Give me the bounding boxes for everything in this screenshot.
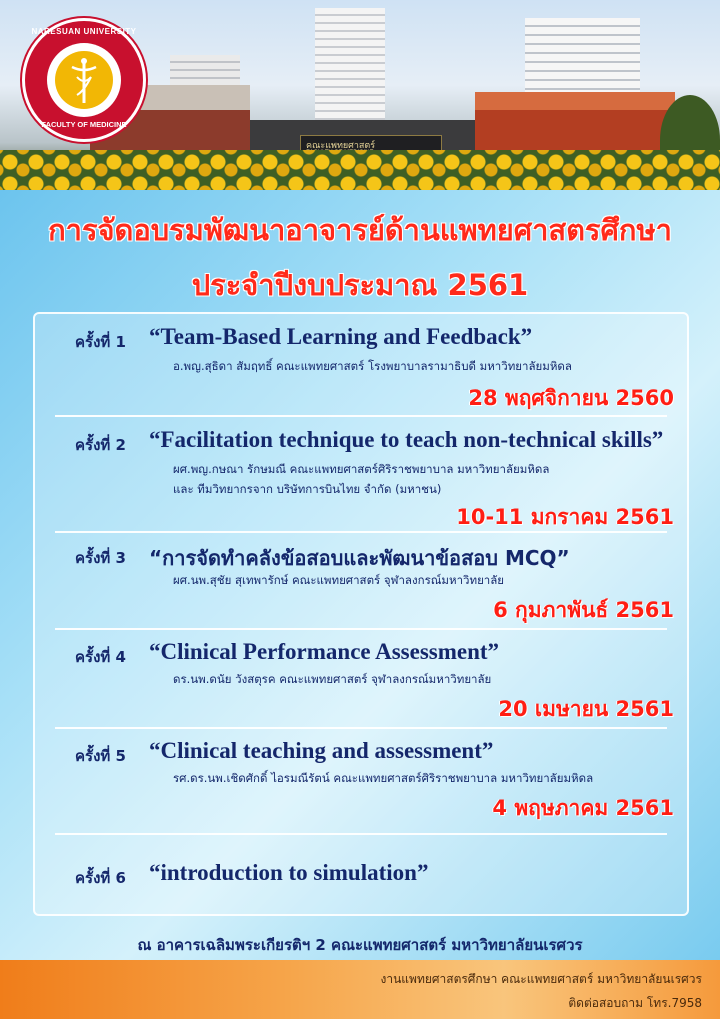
venue: ณ อาคารเฉลิมพระเกียรติฯ 2 คณะแพทยศาสตร์ มหาวิทยาลัยนเรศวร (137, 936, 583, 954)
session-speaker: ผศ.นพ.สุชัย สุเทพารักษ์ คณะแพทยศาสตร์ จุฬาลงกรณ์มหาวิทยาลัย (173, 573, 505, 587)
session-number: ครั้งที่ 4 (75, 648, 126, 666)
session-number: ครั้งที่ 5 (75, 747, 126, 765)
building-sign-thai: คณะแพทยศาสตร์ (306, 140, 376, 150)
divider (55, 727, 667, 729)
session-speaker: ผศ.พญ.กษณา รักษมณี คณะแพทยศาสตร์ศิริราชพยาบาล มหาวิทยาลัยมหิดล (173, 462, 550, 476)
header-photo (0, 0, 720, 190)
session-number: ครั้งที่ 2 (75, 436, 126, 454)
university-logo (22, 18, 146, 142)
session-date: 4 พฤษภาคม 2561 (492, 796, 674, 820)
session-date: 6 กุมภาพันธ์ 2561 (493, 598, 674, 622)
session-speaker: อ.พญ.สุธิดา สัมฤทธิ์ คณะแพทยศาสตร์ โรงพยาบาลรามาธิบดี มหาวิทยาลัยมหิดล (173, 359, 572, 373)
session-speaker: ดร.นพ.ดนัย วังสตุรค คณะแพทยศาสตร์ จุฬาลงกรณ์มหาวิทยาลัย (173, 672, 492, 686)
session-title: “การจัดทำคลังข้อสอบและพัฒนาข้อสอบ MCQ” (149, 546, 570, 570)
divider (55, 531, 667, 533)
logo-bottom-text: FACULTY OF MEDICINE (41, 120, 127, 129)
footer-contact: ติดต่อสอบถาม โทร.7958 (568, 996, 702, 1010)
session-speaker: รศ.ดร.นพ.เชิดศักดิ์ ไอรมณีรัตน์ คณะแพทยศาสตร์ศิริราชพยาบาล มหาวิทยาลัยมหิดล (173, 771, 594, 785)
session-date: 28 พฤศจิกายน 2560 (468, 386, 674, 410)
session-date: 20 เมษายน 2561 (498, 697, 674, 721)
building-wing-roof (475, 92, 675, 110)
divider (55, 833, 667, 835)
session-title: “Team-Based Learning and Feedback” (149, 324, 533, 349)
poster-subtitle: ประจำปีงบประมาณ 2561 (191, 268, 529, 302)
footer-organizer: งานแพทยศาสตรศึกษา คณะแพทยศาสตร์ มหาวิทยาลัยนเรศวร (380, 972, 702, 986)
session-date: 10-11 มกราคม 2561 (456, 505, 674, 529)
poster-title: การจัดอบรมพัฒนาอาจารย์ด้านแพทยศาสตรศึกษา (48, 213, 672, 247)
building-tower (315, 8, 385, 128)
session-number: ครั้งที่ 3 (75, 549, 126, 567)
caduceus-icon (55, 51, 113, 109)
session-title: “introduction to simulation” (149, 860, 429, 885)
sunflower-bed (0, 150, 720, 190)
session-title: “Facilitation technique to teach non-technical skills” (149, 427, 664, 452)
logo-emblem (47, 43, 121, 117)
session-number: ครั้งที่ 1 (75, 333, 126, 351)
divider (55, 415, 667, 417)
divider (55, 628, 667, 630)
session-number: ครั้งที่ 6 (75, 869, 126, 887)
session-title: “Clinical teaching and assessment” (149, 738, 494, 763)
session-speaker: และ ทีมวิทยากรจาก บริษัทการบินไทย จำกัด (มหาชน) (173, 482, 442, 496)
logo-top-text: NARESUAN UNIVERSITY (31, 27, 137, 36)
session-title: “Clinical Performance Assessment” (149, 639, 500, 664)
